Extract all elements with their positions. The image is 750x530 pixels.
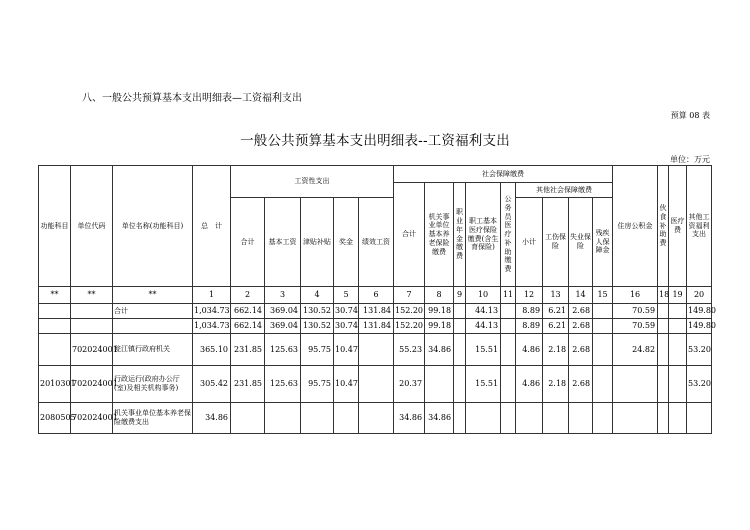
- header-wage-subtotal: 合计: [231, 198, 265, 287]
- cell: [39, 304, 71, 319]
- cell: 152.20: [394, 304, 425, 319]
- cell: 53.20: [687, 366, 712, 403]
- cell: 702024001: [71, 403, 113, 434]
- cell: 34.86: [425, 334, 454, 366]
- index-cell: 20: [687, 287, 712, 304]
- index-cell: 16: [613, 287, 658, 304]
- cell: [658, 334, 669, 366]
- cell: 34.86: [425, 403, 454, 434]
- cell: 95.75: [301, 334, 334, 366]
- cell: 53.20: [687, 334, 712, 366]
- cell: 2.18: [543, 334, 569, 366]
- cell: 702024001: [71, 366, 113, 403]
- cell: 369.04: [265, 319, 301, 334]
- cell: 4.86: [516, 366, 543, 403]
- header-total: 总 计: [193, 166, 231, 287]
- header-performance-wage: 绩效工资: [359, 198, 394, 287]
- index-cell: 2: [231, 287, 265, 304]
- cell: [593, 403, 613, 434]
- cell: [501, 304, 516, 319]
- header-civil-servant-medical: 公务员医疗补助缴费: [501, 183, 516, 287]
- cell: 662.14: [231, 319, 265, 334]
- header-social-subtotal: 合计: [394, 183, 425, 287]
- index-cell: 6: [359, 287, 394, 304]
- expenditure-table: [38, 165, 717, 434]
- header-disability: 残疾人保障金: [593, 198, 613, 287]
- header-other-social-group: 其他社会保障缴费: [516, 183, 613, 198]
- cell: 130.52: [301, 319, 334, 334]
- cell: [301, 403, 334, 434]
- cell: 15.51: [466, 366, 501, 403]
- cell: [39, 334, 71, 366]
- index-cell: 12: [516, 287, 543, 304]
- cell: 55.23: [394, 334, 425, 366]
- cell: [516, 403, 543, 434]
- cell: [669, 403, 687, 434]
- cell: 152.20: [394, 319, 425, 334]
- index-cell: **: [71, 287, 113, 304]
- cell: [669, 304, 687, 319]
- cell: [265, 403, 301, 434]
- cell: [334, 403, 359, 434]
- cell: [543, 403, 569, 434]
- cell: 8.89: [516, 304, 543, 319]
- cell: 8.89: [516, 319, 543, 334]
- cell: 合计: [113, 304, 193, 319]
- header-medical: 职工基本医疗保险缴费(含生育保险): [466, 183, 501, 287]
- table-row: [39, 366, 712, 403]
- header-medical-fee: 医疗费: [669, 166, 687, 287]
- unit-label: 单位：万元: [670, 155, 710, 164]
- header-wage-group: 工资性支出: [231, 166, 394, 198]
- cell: [454, 334, 466, 366]
- header-subject-code: 功能科目: [39, 166, 71, 287]
- cell: [39, 319, 71, 334]
- header-other-welfare: 其他工资福利支出: [687, 166, 712, 287]
- cell: [613, 403, 658, 434]
- cell: [501, 366, 516, 403]
- cell: 99.18: [425, 319, 454, 334]
- index-cell: 13: [543, 287, 569, 304]
- cell: [613, 366, 658, 403]
- cell: 2.18: [543, 366, 569, 403]
- cell: 4.86: [516, 334, 543, 366]
- cell: [501, 403, 516, 434]
- index-cell: 10: [466, 287, 501, 304]
- index-cell: 14: [569, 287, 593, 304]
- cell: 20.37: [394, 366, 425, 403]
- index-cell: 4: [301, 287, 334, 304]
- cell: 34.86: [394, 403, 425, 434]
- header-basic-wage: 基本工资: [265, 198, 301, 287]
- cell: [454, 319, 466, 334]
- cell: 369.04: [265, 304, 301, 319]
- cell: 125.63: [265, 334, 301, 366]
- cell: [466, 403, 501, 434]
- cell: 231.85: [231, 366, 265, 403]
- cell: [593, 304, 613, 319]
- table-row: [39, 304, 712, 319]
- cell: 305.42: [193, 366, 231, 403]
- cell: 行政运行(政府办公厅(室)及相关机构事务): [113, 366, 193, 403]
- cell: 24.82: [613, 334, 658, 366]
- cell: 99.18: [425, 304, 454, 319]
- index-cell: **: [39, 287, 71, 304]
- cell: 2010301: [39, 366, 71, 403]
- cell: 662.14: [231, 304, 265, 319]
- cell: [658, 403, 669, 434]
- cell: 34.86: [193, 403, 231, 434]
- page-title: 一般公共预算基本支出明细表--工资福利支出: [240, 133, 510, 149]
- cell: 2.68: [569, 319, 593, 334]
- cell: [569, 403, 593, 434]
- cell: 149.80: [687, 304, 712, 319]
- cell: 149.80: [687, 319, 712, 334]
- index-cell: 3: [265, 287, 301, 304]
- cell: [359, 366, 394, 403]
- table-row: [39, 319, 712, 334]
- cell: 30.74: [334, 304, 359, 319]
- cell: 131.84: [359, 304, 394, 319]
- header-injury: 工伤保险: [543, 198, 569, 287]
- cell: [593, 334, 613, 366]
- cell: 瓮江镇行政府机关: [113, 334, 193, 366]
- cell: 6.21: [543, 319, 569, 334]
- header-bonus: 奖金: [334, 198, 359, 287]
- index-cell: 1: [193, 287, 231, 304]
- cell: 44.13: [466, 304, 501, 319]
- cell: [501, 319, 516, 334]
- cell: [359, 403, 394, 434]
- cell: 2.68: [569, 334, 593, 366]
- table-row: [39, 403, 712, 434]
- cell: 130.52: [301, 304, 334, 319]
- cell: [658, 304, 669, 319]
- header-other-subtotal: 小计: [516, 198, 543, 287]
- header-occupational-annuity: 职业年金缴费: [454, 183, 466, 287]
- cell: 95.75: [301, 366, 334, 403]
- cell: 702024001: [71, 334, 113, 366]
- table-row: [39, 334, 712, 366]
- cell: 10.47: [334, 366, 359, 403]
- index-cell: 19: [669, 287, 687, 304]
- cell: [669, 319, 687, 334]
- cell: [454, 304, 466, 319]
- cell: 70.59: [613, 319, 658, 334]
- cell: [71, 304, 113, 319]
- cell: 1,034.73: [193, 319, 231, 334]
- cell: [454, 366, 466, 403]
- cell: 2.68: [569, 304, 593, 319]
- cell: [71, 319, 113, 334]
- header-housing-fund: 住房公积金: [613, 166, 658, 287]
- header-social-security-group: 社会保障缴费: [394, 166, 613, 183]
- index-cell: 15: [593, 287, 613, 304]
- header-meal-subsidy: 伙食补助费: [658, 166, 669, 287]
- header-allowance: 津贴补贴: [301, 198, 334, 287]
- header-pension: 机关事业单位基本养老保险缴费: [425, 183, 454, 287]
- index-cell: **: [113, 287, 193, 304]
- cell: 70.59: [613, 304, 658, 319]
- cell: 机关事业单位基本养老保险缴费支出: [113, 403, 193, 434]
- index-cell: 11: [501, 287, 516, 304]
- cell: 6.21: [543, 304, 569, 319]
- cell: [687, 403, 712, 434]
- cell: [425, 366, 454, 403]
- cell: 365.10: [193, 334, 231, 366]
- cell: [231, 403, 265, 434]
- cell: [658, 366, 669, 403]
- index-cell: 8: [425, 287, 454, 304]
- cell: [658, 319, 669, 334]
- index-row: [39, 287, 712, 304]
- index-cell: 18: [658, 287, 669, 304]
- cell: [454, 403, 466, 434]
- cell: [113, 319, 193, 334]
- cell: [359, 334, 394, 366]
- table-number: 预算 08 表: [670, 111, 710, 120]
- cell: 125.63: [265, 366, 301, 403]
- header-unit-name: 单位名称(功能科目): [113, 166, 193, 287]
- cell: [593, 319, 613, 334]
- cell: 1,034.73: [193, 304, 231, 319]
- index-cell: 9: [454, 287, 466, 304]
- cell: [669, 334, 687, 366]
- index-cell: 7: [394, 287, 425, 304]
- index-cell: 5: [334, 287, 359, 304]
- cell: [501, 334, 516, 366]
- cell: 30.74: [334, 319, 359, 334]
- header-unit-code: 单位代码: [71, 166, 113, 287]
- cell: 231.85: [231, 334, 265, 366]
- cell: [593, 366, 613, 403]
- cell: 10.47: [334, 334, 359, 366]
- section-heading: 八、一般公共预算基本支出明细表—工资福利支出: [82, 93, 302, 104]
- cell: 2080505: [39, 403, 71, 434]
- cell: 2.68: [569, 366, 593, 403]
- header-unemployment: 失业保险: [569, 198, 593, 287]
- cell: [669, 366, 687, 403]
- cell: 131.84: [359, 319, 394, 334]
- cell: 15.51: [466, 334, 501, 366]
- cell: 44.13: [466, 319, 501, 334]
